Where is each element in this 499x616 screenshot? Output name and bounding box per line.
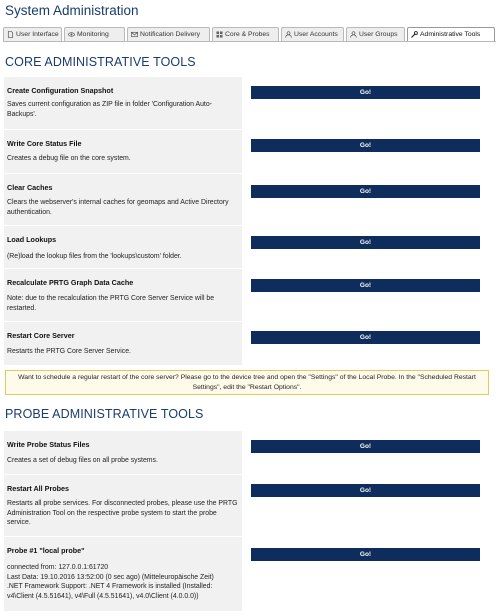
- row-label: Recalculate PRTG Graph Data Cache: [7, 278, 134, 287]
- tab-user-groups[interactable]: [346, 27, 405, 41]
- row-label: Load Lookups: [7, 235, 57, 244]
- recalculate-cache-go-button[interactable]: Go!: [251, 279, 480, 292]
- probe-net-framework: .NET Framework Support: .NET 4 Framework is installed (Installed: v4\Client (4.5.51641), v4\Full (4.5.51641), v4.0\Client (4.0.0.0)): [7, 583, 213, 600]
- core-row-clear-caches: [4, 174, 491, 226]
- probe-connected-from: connected from: 127.0.0.1:61720: [7, 564, 109, 571]
- core-row-load-lookups: [4, 226, 491, 269]
- row-description: (Re)load the lookup files from the 'lookups\custom' folder.: [7, 253, 182, 260]
- tab-user-accounts[interactable]: [281, 27, 344, 41]
- row-description: Restarts the PRTG Core Server Service.: [7, 348, 131, 355]
- tab-label: User Groups: [359, 31, 398, 38]
- core-row-create-snapshot: [4, 77, 491, 130]
- envelope-icon: [131, 31, 138, 38]
- scheduled-restart-info-box: Want to schedule a regular restart of the core server? Please go to the device tree and open the "Settings" of the Local Probe. In the "Scheduled Restart Settings", edit the "Restart Options".: [5, 370, 489, 395]
- tab-label: User Interface: [16, 31, 59, 38]
- restart-core-go-button[interactable]: Go!: [251, 331, 480, 344]
- tab-core-probes[interactable]: [212, 27, 279, 41]
- file-icon: [7, 31, 14, 38]
- tab-label: Monitoring: [77, 31, 109, 38]
- eye-icon: [68, 31, 75, 38]
- row-label: Probe #1 "local probe": [7, 546, 85, 555]
- write-probe-status-go-button[interactable]: Go!: [251, 440, 480, 453]
- tab-notification-delivery[interactable]: [127, 27, 210, 41]
- tab-label: Notification Delivery: [140, 31, 201, 38]
- tab-label: Core & Probes: [225, 31, 270, 38]
- row-label: Clear Caches: [7, 183, 53, 192]
- probe-row-write-status: [4, 431, 491, 475]
- row-description: Restarts all probe services. For disconnected probes, please use the PRTG Administration Tool on the respective probe system to start the probe service.: [7, 500, 238, 527]
- load-lookups-go-button[interactable]: Go!: [251, 236, 480, 249]
- row-label: Write Probe Status Files: [7, 440, 90, 449]
- row-label: Restart All Probes: [7, 484, 70, 493]
- tab-user-interface[interactable]: [3, 27, 62, 41]
- create-snapshot-go-button[interactable]: Go!: [251, 86, 480, 99]
- local-probe-go-button[interactable]: Go!: [251, 548, 480, 561]
- row-label: Write Core Status File: [7, 139, 82, 148]
- user-icon: [350, 31, 357, 38]
- tab-divider: [3, 41, 496, 42]
- tab-monitoring[interactable]: [64, 27, 125, 41]
- user-icon: [285, 31, 292, 38]
- wrench-icon: [411, 31, 418, 38]
- row-description: Note: due to the recalculation the PRTG Core Server Service will be restarted.: [7, 295, 215, 312]
- core-row-recalculate-cache: [4, 269, 491, 322]
- core-row-restart-core: [4, 322, 491, 366]
- restart-all-probes-go-button[interactable]: Go!: [251, 484, 480, 497]
- tab-label: User Accounts: [294, 31, 338, 38]
- tab-label: Administrative Tools: [420, 31, 481, 38]
- core-section-heading: CORE ADMINISTRATIVE TOOLS: [5, 55, 196, 69]
- page-title: System Administration: [5, 3, 139, 18]
- write-core-status-go-button[interactable]: Go!: [251, 139, 480, 152]
- probe-row-local-probe: [4, 537, 491, 612]
- probe-row-restart-all: [4, 475, 491, 537]
- row-label: Create Configuration Snapshot: [7, 86, 114, 95]
- grid-icon: [216, 31, 223, 38]
- row-description: Saves current configuration as ZIP file in folder 'Configuration Auto-Backups'.: [7, 101, 212, 118]
- row-description: Clears the webserver's internal caches for geomaps and Active Directory authentication.: [7, 199, 229, 216]
- row-description: Creates a debug file on the core system.: [7, 155, 131, 162]
- probe-last-data: Last Data: 19.10.2016 13:52:00 (0 sec ago) (Mitteleuropäische Zeit): [7, 573, 214, 581]
- clear-caches-go-button[interactable]: Go!: [251, 185, 480, 198]
- tab-bar: [3, 27, 496, 42]
- row-description: Creates a set of debug files on all probe systems.: [7, 457, 158, 464]
- probe-section-heading: PROBE ADMINISTRATIVE TOOLS: [5, 407, 204, 421]
- tab-administrative-tools[interactable]: [407, 27, 495, 42]
- core-row-write-status: [4, 130, 491, 174]
- row-label: Restart Core Server: [7, 331, 75, 340]
